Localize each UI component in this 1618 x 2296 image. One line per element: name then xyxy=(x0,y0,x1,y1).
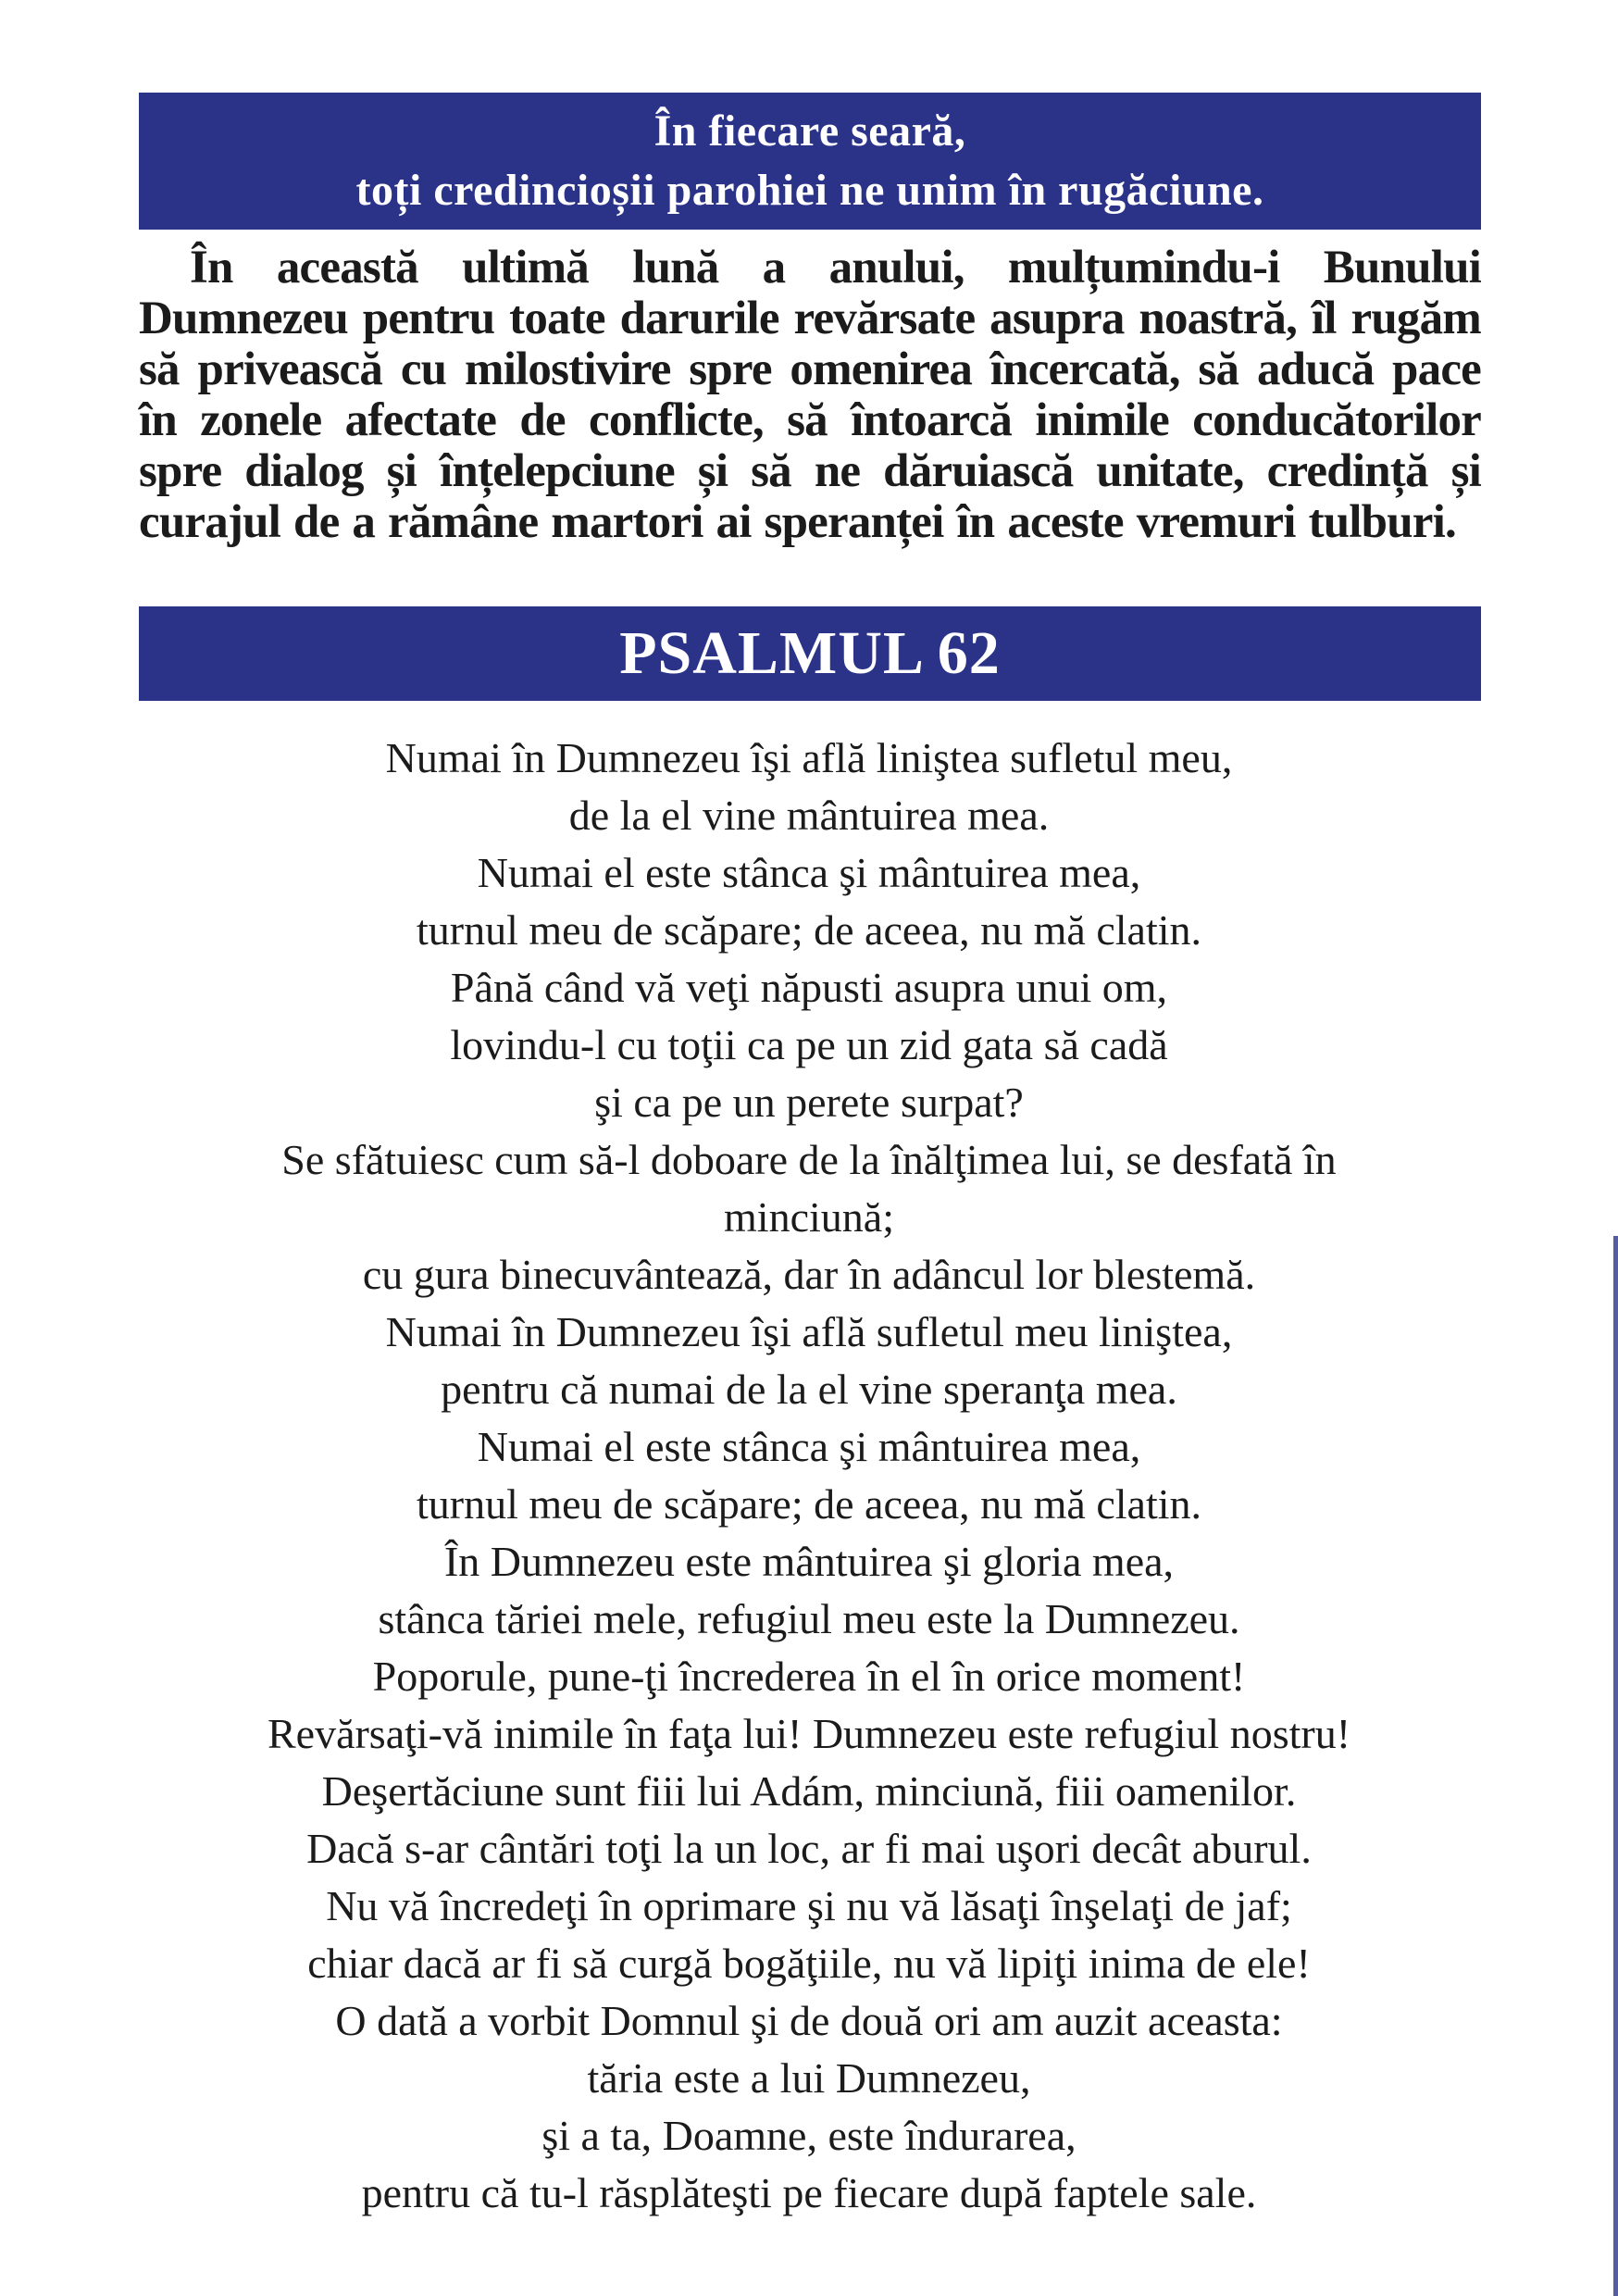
psalm-line: de la el vine mântuirea mea. xyxy=(568,792,1050,839)
banner-line-2: toți credincioșii parohiei ne unim în rugăciune. xyxy=(355,166,1264,215)
evening-prayer-banner xyxy=(139,93,1481,230)
psalm-line: minciună; xyxy=(724,1193,894,1241)
psalm-line: pentru că numai de la el vine speranţa mea. xyxy=(441,1366,1177,1413)
psalm-line: Numai în Dumnezeu îşi află sufletul meu liniştea, xyxy=(385,1308,1233,1355)
psalm-line: Numai el este stânca şi mântuirea mea, xyxy=(477,849,1141,896)
psalm-line: În Dumnezeu este mântuirea şi gloria mea, xyxy=(443,1538,1175,1585)
psalm-line: Numai el este stânca şi mântuirea mea, xyxy=(477,1423,1141,1470)
psalm-line: Dacă s-ar cântări toţi la un loc, ar fi mai uşori decât aburul. xyxy=(306,1825,1312,1872)
psalm-text xyxy=(50,730,1568,2222)
banner-line-1: În fiecare seară, xyxy=(653,106,966,156)
psalm-line: Numai în Dumnezeu îşi află liniştea sufletul meu, xyxy=(385,734,1233,781)
psalm-title: PSALMUL 62 xyxy=(619,619,1001,687)
psalm-line: turnul meu de scăpare; de aceea, nu mă clatin. xyxy=(416,906,1202,954)
psalm-line: Poporule, pune-ţi încrederea în el în orice moment! xyxy=(372,1653,1246,1700)
psalm-title-banner xyxy=(139,606,1481,701)
psalm-line: lovindu-l cu toţii ca pe un zid gata să cadă xyxy=(450,1021,1168,1068)
psalm-line: şi a ta, Doamne, este îndurarea, xyxy=(541,2112,1077,2159)
psalm-line: turnul meu de scăpare; de aceea, nu mă clatin. xyxy=(416,1480,1202,1528)
psalm-line: Până când vă veţi năpusti asupra unui om, xyxy=(450,964,1168,1011)
psalm-line: pentru că tu-l răsplăteşti pe fiecare după faptele sale. xyxy=(361,2169,1257,2216)
psalm-line: Deşertăciune sunt fiii lui Adám, minciună, fiii oamenilor. xyxy=(321,1767,1297,1815)
psalm-line: cu gura binecuvântează, dar în adâncul lor blestemă. xyxy=(362,1251,1256,1298)
psalm-line: Se sfătuiesc cum să-l doboare de la înălţimea lui, se desfată în xyxy=(281,1136,1337,1183)
psalm-line: tăria este a lui Dumnezeu, xyxy=(587,2054,1031,2102)
intro-paragraph: În această ultimă lună a anului, mulțumindu-i Bunului Dumnezeu pentru toate darurile revărsate asupra noastră, îl rugăm să privească cu milostivire spre omenirea încercată, să aducă pace în zonele afectate de conflicte, să întoarcă inimile conducătorilor spre dialog și înțelepciune și să ne dăruiască unitate, credință și curajul de a rămâne martori ai speranței în aceste vremuri tulburi. xyxy=(139,242,1481,548)
psalm-line: Nu vă încredeţi în oprimare şi nu vă lăsaţi înşelaţi de jaf; xyxy=(326,1882,1292,1929)
page-edge-line xyxy=(1613,1236,1618,2296)
psalm-line: O dată a vorbit Domnul şi de două ori am auzit aceasta: xyxy=(335,1997,1283,2044)
psalm-line: chiar dacă ar fi să curgă bogăţiile, nu vă lipiţi inima de ele! xyxy=(307,1940,1311,1987)
psalm-line: Revărsaţi-vă inimile în faţa lui! Dumnezeu este refugiul nostru! xyxy=(267,1710,1351,1757)
psalm-line: stânca tăriei mele, refugiul meu este la Dumnezeu. xyxy=(378,1595,1240,1642)
psalm-line: şi ca pe un perete surpat? xyxy=(594,1079,1024,1126)
